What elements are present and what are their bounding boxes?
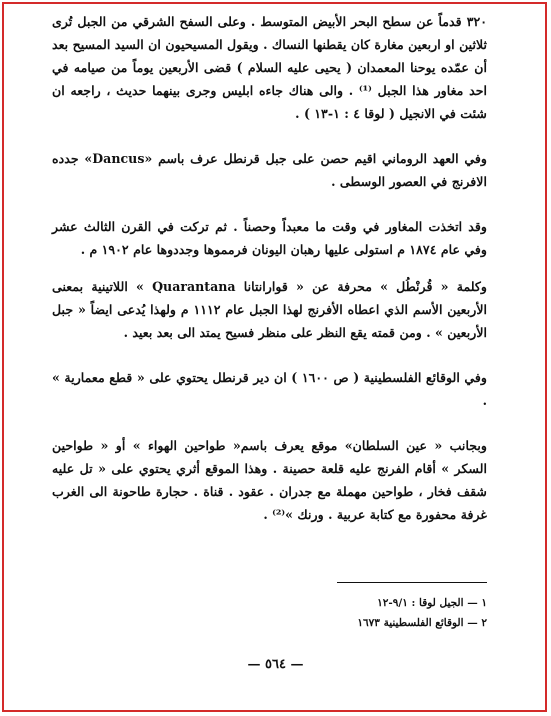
paragraph-spacer [52, 261, 487, 275]
paragraph-name-origin: وكلمة « قُرنْطُل » محرفة عن « قوارانتانا Quarantana » اللاتينية بمعنى الأربعين الأسم الذي اعطاه الأفرنج لهذا الجبل عام ١١١٢ م ولهذا يُدعى ايضاً « جبل الأربعين » . ومن قمته يقع النظر على منظر فسيح يمتد الى بعد بعيد . [52, 279, 487, 340]
footnotes [317, 582, 487, 633]
paragraph-palestinian-chronicles: وفي الوقائع الفلسطينية ( ص ١٦٠٠ ) ان دير قرنطل يحتوي على « قطع معمارية » . [52, 370, 487, 408]
footnote-item: ١ — الجيل لوقا : ٩/١-١٢ [377, 597, 487, 609]
paragraph-spacer [52, 125, 487, 147]
document-body [52, 10, 487, 526]
paragraph-spacer [52, 412, 487, 434]
page-number: — ٥٦٤ — [247, 657, 304, 672]
footnote-item: ٢ — الوقائع الفلسطينية ١٦٧٣ [357, 617, 487, 629]
paragraph-roman-era: وفي العهد الروماني اقيم حصن على جبل قرنطل عرف باسم «Dancus» جدده الافرنج في العصور الوسطى . [52, 151, 487, 189]
paragraph-spacer [52, 193, 487, 215]
paragraph-ein-sultan: وبجانب « عين السلطان» موقع يعرف باسم« طواحين الهواء » أو « طواحين السكر » أقام الفرنج عليه قلعة حصينة . وهذا الموقع أثري يحتوي على « تل عليه شقف فخار ، طواحين مهملة مع جدران . عقود . قناة . حجارة طاحونة الى الغرب غرفة محفورة مع كتابة عربية . ورنك »⁽²⁾ . [52, 438, 487, 522]
paragraph-spacer [52, 344, 487, 366]
paragraph-caves-history: وقد اتخذت المغاور في وقت ما معبداً وحصناً . ثم تركت في القرن الثالث عشر وفي عام ١٨٧٤ م استولى عليها رهبان اليونان فرمموها وجددوها عام ١٩٠٢ م . [52, 219, 487, 257]
footnote-divider [337, 582, 487, 583]
paragraph-qurantul-height: ٣٢٠ قدماً عن سطح البحر الأبيض المتوسط . وعلى السفح الشرقي من الجبل تُرى ثلاثين او اربعين مغارة كان يقطنها النساك . ويقول المسيحيون ان السيد المسيح بعد أن عمّده يوحنا المعمدان ( يحيى عليه السلام ) قضى الأربعين يوماً من صيامه في احد مغاور هذا الجبل ⁽¹⁾ . والى هناك جاءه ابليس وجرى بينهما حديث ، راجعه ان شئت في الانجيل ( لوقا ٤ : ١-١٣ ) . [52, 14, 487, 121]
